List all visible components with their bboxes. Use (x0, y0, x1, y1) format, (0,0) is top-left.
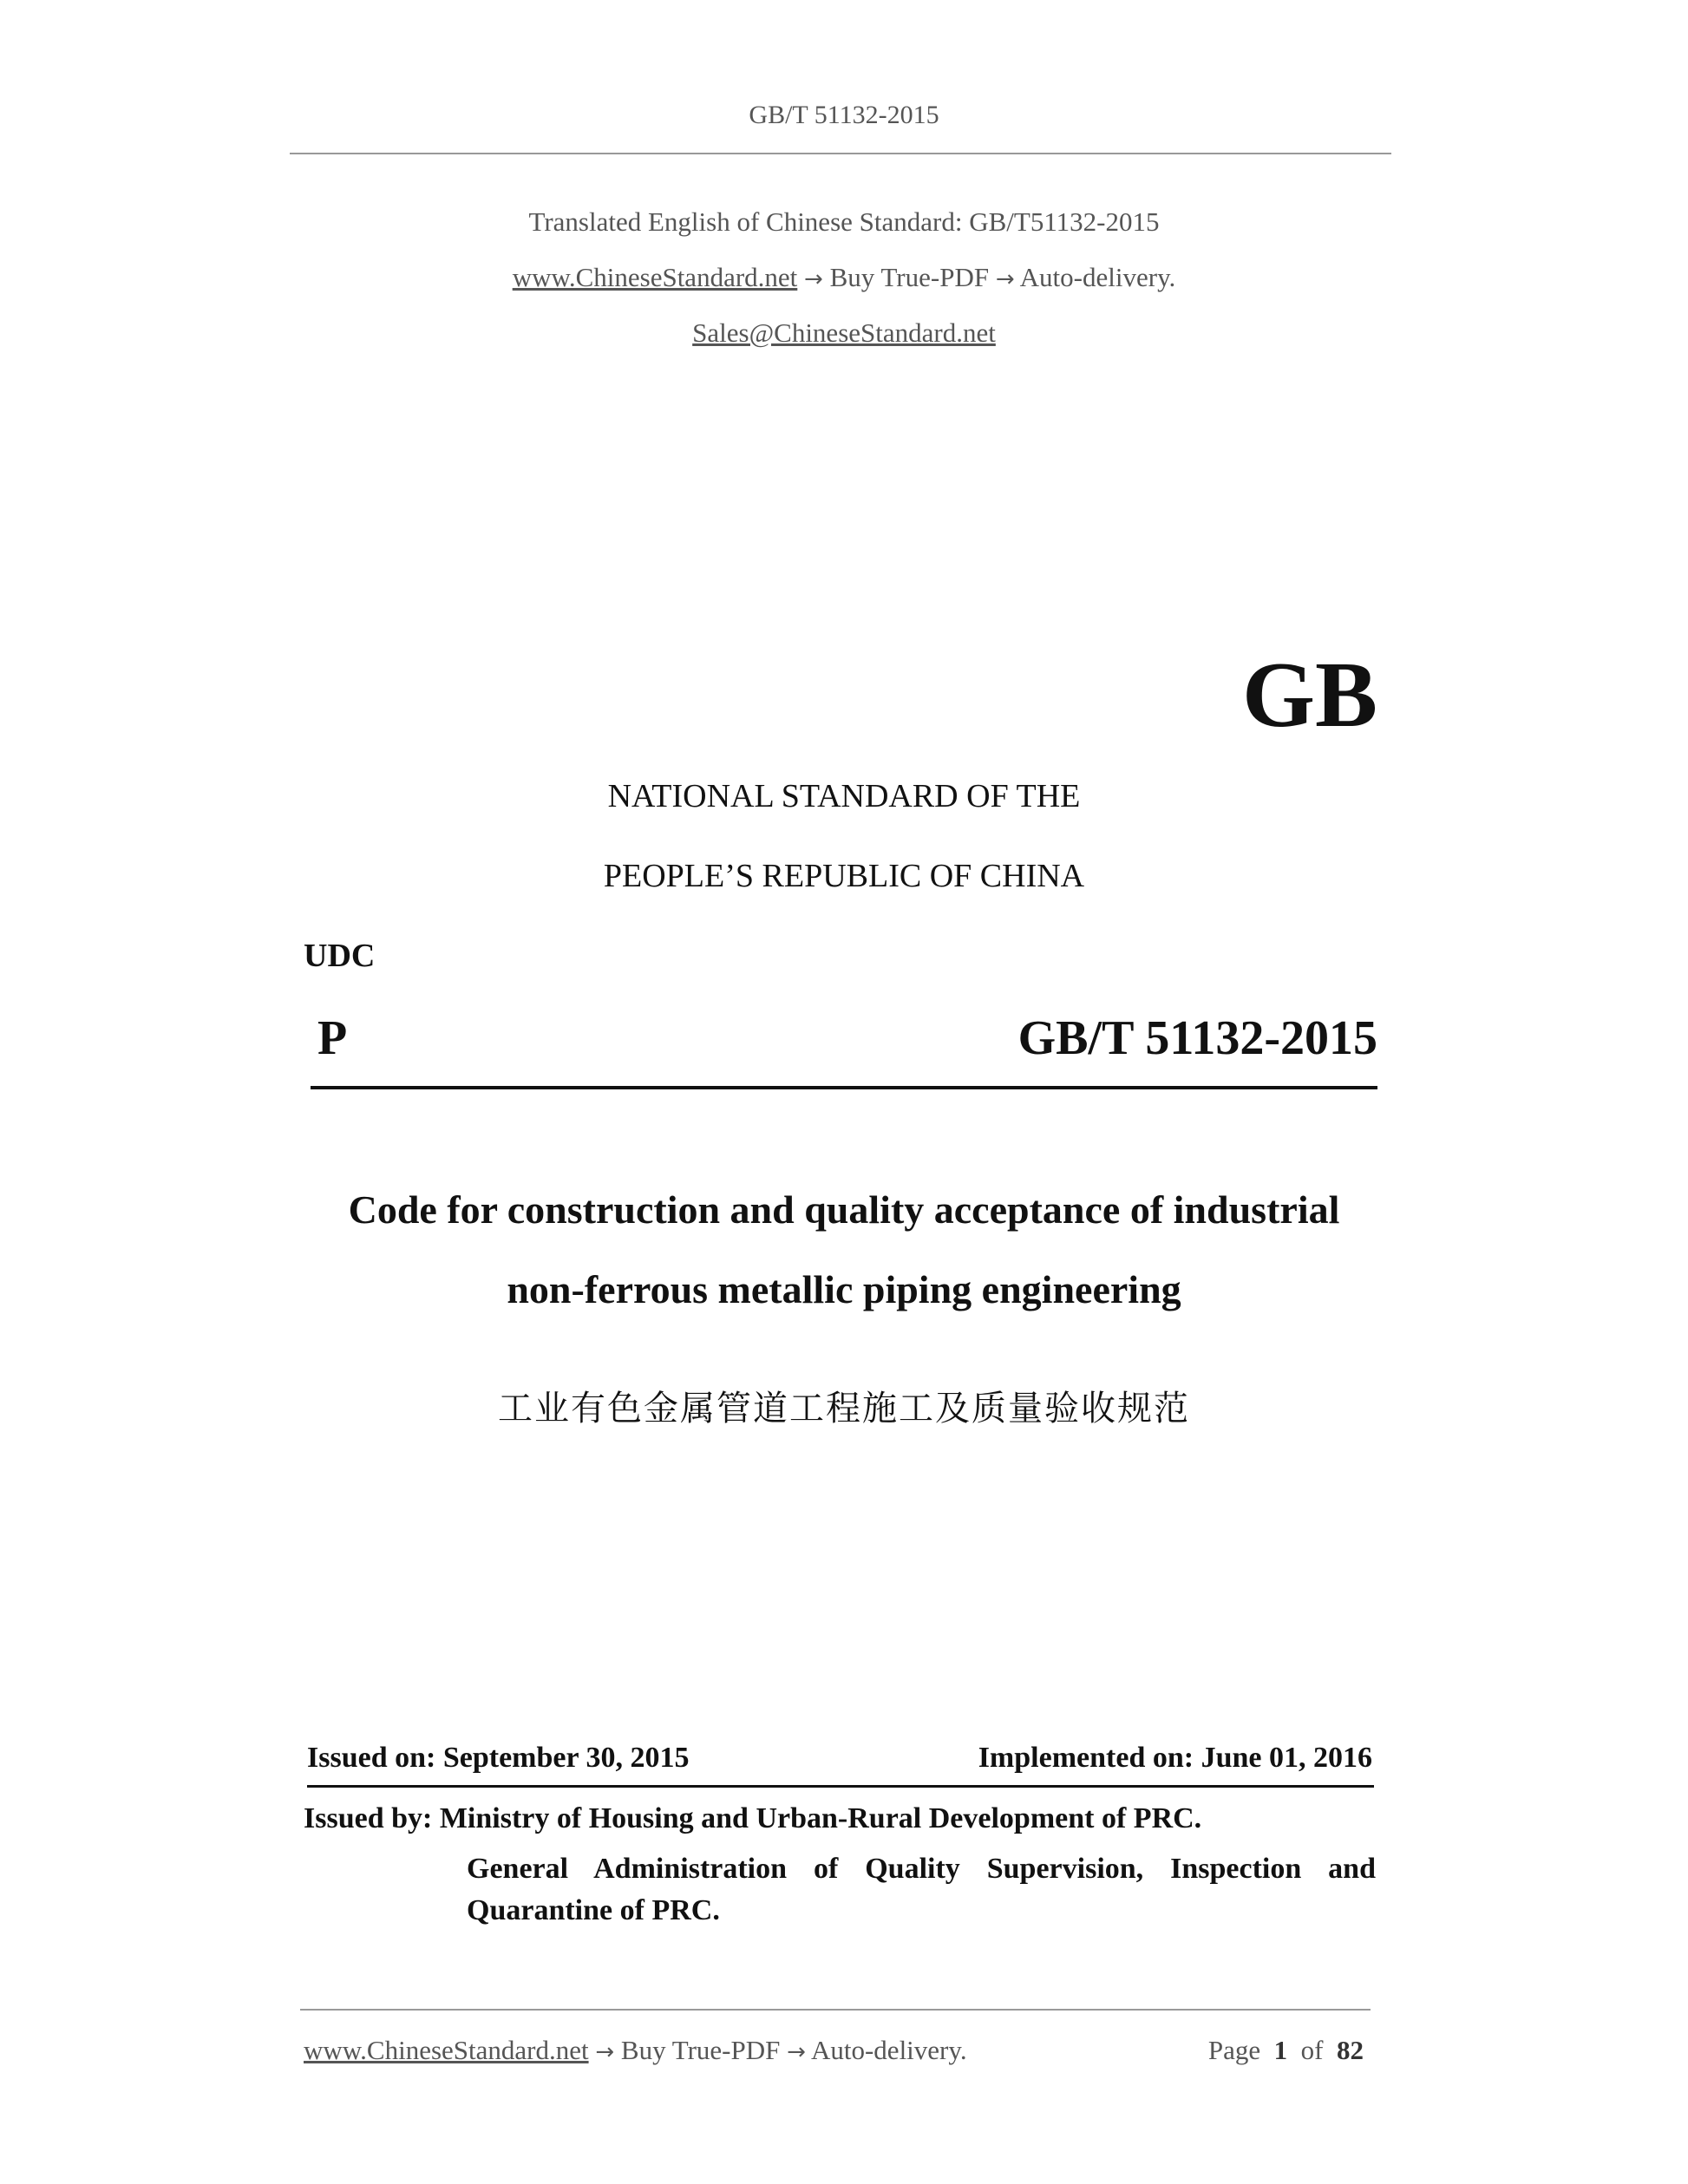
title-line2: non-ferrous metallic piping engineering (507, 1267, 1181, 1311)
arrow-right-icon: → (787, 2039, 806, 2065)
footer-divider (300, 2009, 1371, 2011)
gb-logo: GB (1241, 644, 1377, 747)
national-standard-line2: PEOPLE’S REPUBLIC OF CHINA (603, 858, 1085, 894)
issue-rule (307, 1785, 1374, 1788)
issuer2-line2: Quarantine of PRC. (467, 1894, 720, 1926)
implemented-on: Implemented on: June 01, 2016 (978, 1742, 1372, 1774)
issued-by: Issued by: Ministry of Housing and Urban-Rural Development of PRC. (304, 1802, 1202, 1834)
arrow-right-icon: → (995, 266, 1015, 292)
arrow-right-icon: → (804, 266, 823, 292)
total-pages: 82 (1337, 2035, 1364, 2065)
category-letter: P (317, 1011, 348, 1065)
site-link[interactable]: www.ChineseStandard.net (512, 262, 798, 292)
running-header: GB/T 51132-2015 (749, 101, 939, 129)
email-link[interactable]: Sales@ChineseStandard.net (692, 317, 996, 348)
purchase-line (0, 262, 1688, 293)
page-label: Page (1207, 2035, 1261, 2065)
title-line1: Code for construction and quality acceptance of industrial (348, 1187, 1340, 1232)
buy-text: Buy True-PDF (829, 262, 990, 292)
translation-notice: Translated English of Chinese Standard: GB/T51132-2015 (528, 206, 1160, 237)
issued-on: Issued on: September 30, 2015 (307, 1742, 690, 1774)
page-indicator (1208, 2035, 1364, 2066)
footer-auto-delivery-text: Auto-delivery. (810, 2035, 967, 2065)
email-line (0, 317, 1688, 349)
header-divider (290, 153, 1391, 154)
footer-purchase-line (304, 2035, 967, 2066)
arrow-right-icon: → (595, 2039, 615, 2065)
of-label: of (1300, 2035, 1324, 2065)
issuer2-line1: General Administration of Quality Supervision, Inspection and (467, 1853, 1376, 1885)
standard-code: GB/T 51132-2015 (1017, 1011, 1377, 1065)
title-chinese: 工业有色金属管道工程施工及质量验收规范 (498, 1389, 1190, 1429)
auto-delivery-text: Auto-delivery. (1019, 262, 1176, 292)
udc-label: UDC (304, 938, 376, 974)
page-number: 1 (1273, 2035, 1288, 2065)
national-standard-line1: NATIONAL STANDARD OF THE (607, 778, 1081, 814)
footer-site-link[interactable]: www.ChineseStandard.net (304, 2035, 589, 2065)
footer-buy-text: Buy True-PDF (620, 2035, 781, 2065)
code-rule (311, 1086, 1377, 1089)
